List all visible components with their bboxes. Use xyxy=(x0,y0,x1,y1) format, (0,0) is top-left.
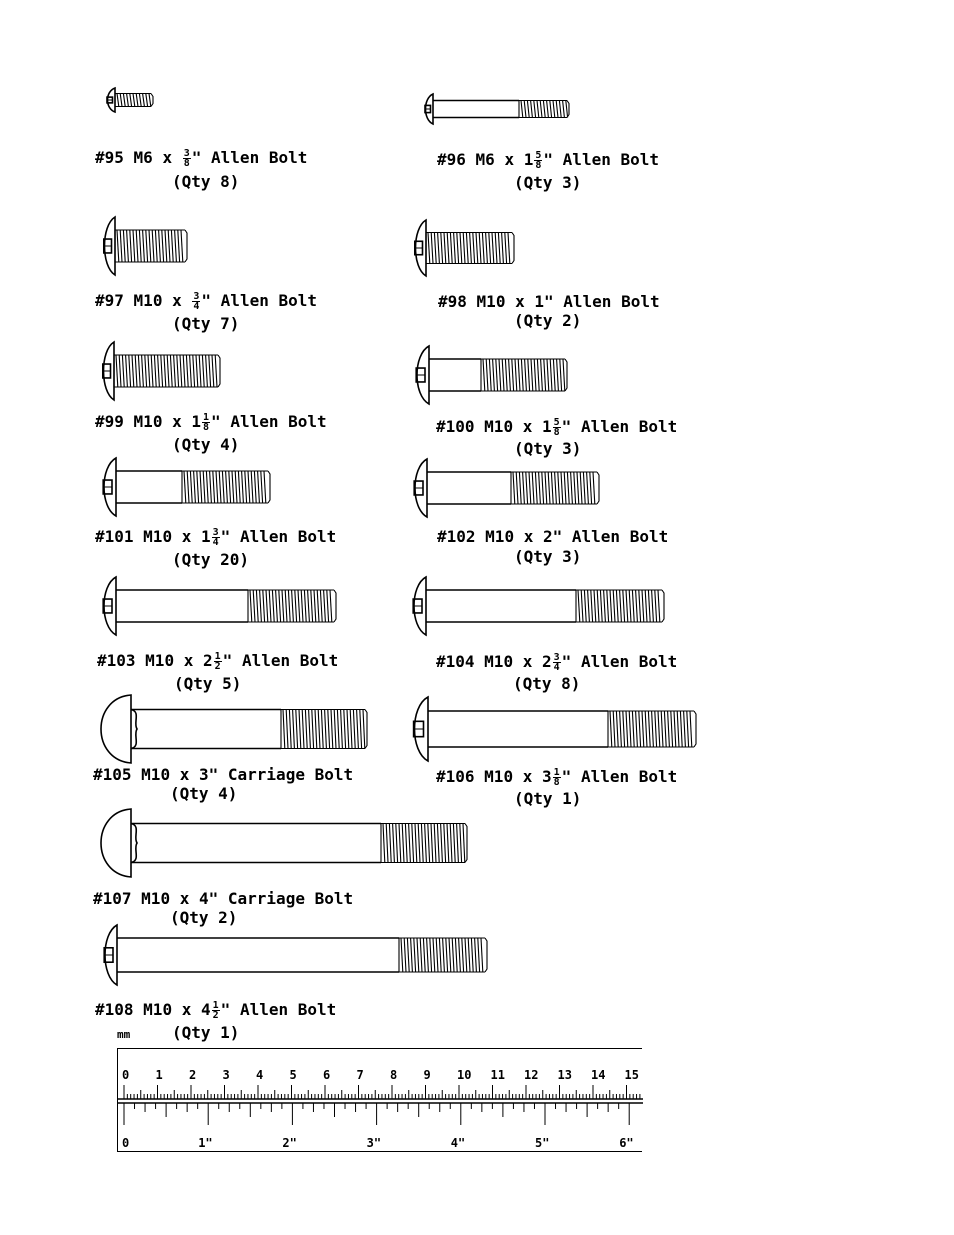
part-qty: (Qty 8) xyxy=(513,674,581,693)
part-qty: (Qty 5) xyxy=(174,674,242,693)
part-label-97: #97 M10 x $\frac{3}{4}$ " Allen Bolt xyxy=(95,291,317,312)
part-length-fraction xyxy=(553,653,561,672)
part-size: M10 xyxy=(484,652,514,671)
part-qty: (Qty 8) xyxy=(172,172,240,191)
part-label-99: #99 M10 x 1 $\frac{1}{8}$ " Allen Bolt xyxy=(95,412,327,433)
cm-label-12: 12 xyxy=(524,1068,539,1082)
part-size: M10 xyxy=(484,767,514,786)
part-label-107: #107 M10 x 4" Carriage Bolt xyxy=(93,889,354,908)
cm-label-15: 15 xyxy=(624,1068,639,1082)
fraction-denominator: 4 xyxy=(193,301,200,312)
part-label-95: #95 M6 x $\frac{3}{8}$ " Allen Bolt xyxy=(95,148,308,169)
part-qty: (Qty 2) xyxy=(170,908,238,927)
part-label-108: #108 M10 x 4 $\frac{1}{2}$ " Allen Bolt xyxy=(95,1000,337,1021)
cm-label-4: 4 xyxy=(256,1068,264,1082)
fraction-denominator: 8 xyxy=(203,422,210,433)
part-qty: (Qty 4) xyxy=(170,784,238,803)
bolt-96-thread xyxy=(519,101,569,118)
part-number: #97 xyxy=(95,291,124,310)
part-type: Allen Bolt xyxy=(239,527,337,546)
bolt-102-shank xyxy=(427,472,511,504)
bolt-99-illustration xyxy=(100,342,226,402)
bolt-107-shank xyxy=(131,824,381,863)
part-label-104: #104 M10 x 2 $\frac{3}{4}$ " Allen Bolt xyxy=(436,652,678,673)
cm-label-10: 10 xyxy=(457,1068,472,1082)
inch-label-2: 2" xyxy=(282,1136,297,1150)
part-number: #99 xyxy=(95,412,124,431)
part-size: M6 xyxy=(475,150,495,169)
part-size: M10 xyxy=(143,1000,173,1019)
fraction-numerator: 1 xyxy=(214,651,221,662)
part-label-101: #101 M10 x 1 $\frac{3}{4}$ " Allen Bolt xyxy=(95,527,337,548)
part-length-whole: 2 xyxy=(541,652,552,671)
bolt-95-thread xyxy=(115,94,153,107)
fraction-numerator: 5 xyxy=(553,417,560,428)
part-length-whole: 3 xyxy=(541,767,552,786)
bolt-108-thread xyxy=(399,938,487,972)
bolt-101-illustration xyxy=(100,458,276,518)
part-length: 1" xyxy=(534,292,554,311)
part-label-106: #106 M10 x 3 $\frac{1}{8}$ " Allen Bolt xyxy=(436,767,678,788)
cm-label-11: 11 xyxy=(490,1068,505,1082)
cm-label-1: 1 xyxy=(155,1068,163,1082)
bolt-106-thread xyxy=(608,711,696,747)
bolt-95-illustration xyxy=(105,88,159,114)
fraction-numerator: 1 xyxy=(553,767,560,778)
part-type: Allen Bolt xyxy=(580,767,678,786)
part-number: #102 xyxy=(437,527,476,546)
fraction-numerator: 3 xyxy=(212,527,219,538)
part-number: #101 xyxy=(95,527,134,546)
bolt-108-shank xyxy=(117,938,399,972)
part-qty: (Qty 3) xyxy=(514,439,582,458)
bolt-98-illustration xyxy=(412,220,520,278)
bolt-105-shank xyxy=(131,710,281,749)
part-type: Allen Bolt xyxy=(230,412,327,431)
fraction-denominator: 4 xyxy=(553,662,560,673)
part-qty: (Qty 1) xyxy=(514,789,582,808)
inch-label-4: 4" xyxy=(450,1136,466,1150)
fraction-numerator: 1 xyxy=(203,412,210,423)
part-size: M10 xyxy=(485,527,515,546)
part-number: #95 xyxy=(95,148,124,167)
fraction-numerator: 3 xyxy=(183,148,190,159)
part-type: Allen Bolt xyxy=(241,651,339,670)
part-length-fraction xyxy=(534,151,542,170)
part-type: Allen Bolt xyxy=(580,417,678,436)
bolt-97-thread xyxy=(115,230,187,262)
part-label-98: #98 M10 x 1" Allen Bolt xyxy=(438,292,660,311)
cm-label-0: 0 xyxy=(122,1068,130,1082)
fraction-numerator: 5 xyxy=(535,150,542,161)
bolt-104-thread xyxy=(576,590,664,622)
bolt-106-shank xyxy=(428,711,608,747)
bolt-107-carriage-head xyxy=(101,809,131,877)
part-type: Allen Bolt xyxy=(562,150,659,169)
fraction-denominator: 4 xyxy=(212,537,219,548)
part-length-whole: 2 xyxy=(202,651,213,670)
bolt-107-illustration xyxy=(99,808,473,880)
bolt-103-thread xyxy=(248,590,336,622)
part-type: Allen Bolt xyxy=(571,527,669,546)
part-type: Carriage Bolt xyxy=(227,889,354,908)
part-length-whole: 1 xyxy=(541,417,552,436)
part-type: Carriage Bolt xyxy=(227,765,354,784)
part-qty: (Qty 3) xyxy=(514,173,582,192)
part-qty: (Qty 7) xyxy=(172,314,240,333)
fraction-numerator: 3 xyxy=(553,652,560,663)
part-length-fraction xyxy=(212,528,220,547)
part-length-fraction xyxy=(192,292,200,311)
fraction-denominator: 8 xyxy=(183,158,190,169)
part-qty: (Qty 4) xyxy=(172,435,240,454)
bolt-101-thread xyxy=(182,471,270,503)
bolt-97-illustration xyxy=(101,217,193,277)
part-number: #96 xyxy=(437,150,466,169)
part-number: #103 xyxy=(97,651,136,670)
part-number: #104 xyxy=(436,652,475,671)
bolt-102-thread xyxy=(511,472,599,504)
part-size: M10 xyxy=(476,292,506,311)
cm-label-7: 7 xyxy=(356,1068,364,1082)
part-size: M10 xyxy=(133,291,163,310)
fraction-denominator: 8 xyxy=(553,427,560,438)
part-label-103: #103 M10 x 2 $\frac{1}{2}$ " Allen Bolt xyxy=(97,651,339,672)
bolt-106-illustration xyxy=(410,697,702,763)
part-size: M10 xyxy=(484,417,514,436)
cm-label-3: 3 xyxy=(222,1068,230,1082)
part-length: 2" xyxy=(542,527,563,546)
part-length-fraction xyxy=(212,1001,220,1020)
bolt-100-illustration xyxy=(413,346,573,406)
bolt-107-neck xyxy=(131,824,137,863)
cm-label-13: 13 xyxy=(557,1068,572,1082)
fraction-denominator: 2 xyxy=(214,661,221,672)
fraction-numerator: 3 xyxy=(193,291,200,302)
part-qty: (Qty 2) xyxy=(514,311,582,330)
bolt-105-thread xyxy=(281,710,367,749)
part-type: Allen Bolt xyxy=(239,1000,337,1019)
bolt-96-illustration xyxy=(423,94,575,126)
part-number: #98 xyxy=(438,292,467,311)
cm-label-2: 2 xyxy=(189,1068,197,1082)
part-size: M10 xyxy=(143,527,173,546)
part-number: #105 xyxy=(93,765,132,784)
fraction-numerator: 1 xyxy=(212,1000,219,1011)
part-type: Allen Bolt xyxy=(211,148,308,167)
ruler xyxy=(117,1048,642,1152)
part-length-fraction xyxy=(553,418,561,437)
bolt-104-illustration xyxy=(410,577,670,637)
inch-label-3: 3" xyxy=(366,1136,382,1150)
part-type: Allen Bolt xyxy=(220,291,317,310)
cm-label-5: 5 xyxy=(289,1068,297,1082)
ruler-unit-label: mm xyxy=(117,1028,131,1041)
bolt-99-thread xyxy=(114,355,220,387)
part-label-105: #105 M10 x 3" Carriage Bolt xyxy=(93,765,354,784)
inch-label-1: 1" xyxy=(198,1136,213,1150)
part-length: 4" xyxy=(198,889,219,908)
bolt-100-thread xyxy=(481,359,567,391)
bolt-107-thread xyxy=(381,824,467,863)
part-label-102: #102 M10 x 2" Allen Bolt xyxy=(437,527,669,546)
fraction-denominator: 8 xyxy=(535,160,542,171)
part-size: M10 xyxy=(141,765,171,784)
ruler-scale xyxy=(118,1049,643,1153)
part-length-fraction xyxy=(214,652,222,671)
inch-label-0: 0 xyxy=(122,1136,130,1150)
part-size: M10 xyxy=(133,412,163,431)
bolt-104-shank xyxy=(426,590,576,622)
part-type: Allen Bolt xyxy=(563,292,660,311)
part-qty: (Qty 1) xyxy=(172,1023,240,1042)
inch-label-6: 6" xyxy=(619,1136,634,1150)
part-qty: (Qty 20) xyxy=(172,550,250,569)
part-number: #106 xyxy=(436,767,475,786)
part-label-100: #100 M10 x 1 $\frac{5}{8}$ " Allen Bolt xyxy=(436,417,678,438)
cm-label-8: 8 xyxy=(390,1068,398,1082)
part-length-whole: 1 xyxy=(523,150,534,169)
part-length-fraction xyxy=(183,149,191,168)
fraction-denominator: 2 xyxy=(212,1010,219,1021)
inch-label-5: 5" xyxy=(535,1136,550,1150)
cm-label-9: 9 xyxy=(423,1068,431,1082)
part-length-whole: 1 xyxy=(200,527,211,546)
part-length-whole: 1 xyxy=(191,412,201,431)
part-size: M10 xyxy=(141,889,171,908)
part-length: 3" xyxy=(198,765,219,784)
part-size: M10 xyxy=(145,651,175,670)
bolt-101-shank xyxy=(116,471,182,503)
part-size: M6 xyxy=(133,148,153,167)
part-type: Allen Bolt xyxy=(580,652,678,671)
part-length-fraction xyxy=(553,768,561,787)
part-label-96: #96 M6 x 1 $\frac{5}{8}$ " Allen Bolt xyxy=(437,150,659,171)
bolt-105-carriage-head xyxy=(101,695,131,763)
bolt-102-illustration xyxy=(411,459,605,519)
part-length-whole: 4 xyxy=(200,1000,211,1019)
cm-label-14: 14 xyxy=(591,1068,606,1082)
part-length-fraction xyxy=(202,413,210,432)
bolt-105-neck xyxy=(131,710,137,749)
bolt-105-illustration xyxy=(99,694,373,766)
bolt-103-illustration xyxy=(100,577,342,637)
bolt-108-illustration xyxy=(101,925,493,987)
part-qty: (Qty 3) xyxy=(514,547,582,566)
bolt-98-thread xyxy=(426,233,514,264)
bolt-100-shank xyxy=(429,359,481,391)
bolt-96-shank xyxy=(433,101,519,118)
fraction-denominator: 8 xyxy=(553,777,560,788)
part-number: #107 xyxy=(93,889,132,908)
cm-label-6: 6 xyxy=(323,1068,331,1082)
part-number: #100 xyxy=(436,417,475,436)
part-number: #108 xyxy=(95,1000,134,1019)
bolt-103-shank xyxy=(116,590,248,622)
